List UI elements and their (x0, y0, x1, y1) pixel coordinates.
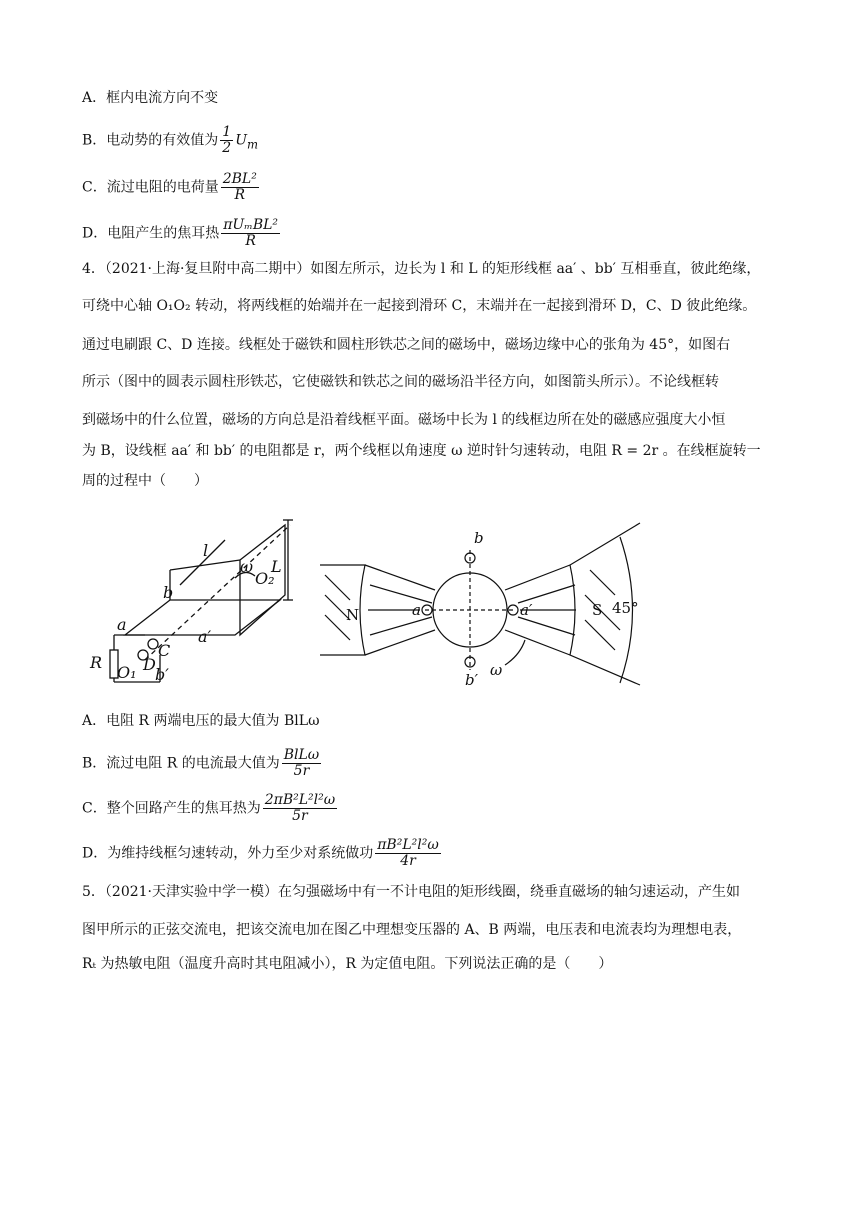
fig-left-label-omega: ω (240, 557, 254, 576)
fig-left-label-C: C (158, 641, 171, 660)
q4-stem-line-3: 通过电刷跟 C、D 连接。线框处于磁铁和圆柱形铁芯之间的磁场中，磁场边缘中心的张角为 45°，如图右 (82, 337, 731, 353)
q3-option-b-subscript: m (247, 137, 259, 152)
q3-option-b-symbol: U (235, 132, 248, 149)
q4-option-b-fraction (282, 748, 321, 779)
fig-right-label-b-prime: b′ (465, 671, 479, 689)
fig-right-label-b: b (474, 529, 484, 547)
q4-option-c-text: C．整个回路产生的焦耳热为 (82, 800, 261, 817)
q4-stem-line-1: 4．（2021·上海·复旦附中高二期中）如图左所示，边长为 l 和 L 的矩形线框 aa′ 、bb′ 互相垂直，彼此绝缘， (82, 261, 761, 277)
q4-figure-right (320, 515, 650, 690)
q4-stem-line-4: 所示（图中的圆表示圆柱形铁芯，它使磁铁和铁芯之间的磁场沿半径方向，如图箭头所示）。不论线框转 (82, 374, 719, 390)
fraction-denominator: R (245, 233, 256, 249)
fig-right-label-N: N (346, 606, 360, 624)
fraction-denominator: 2 (222, 140, 232, 156)
fraction-numerator: 2πB²L²l²ω (264, 792, 336, 808)
q5-stem-line-2: 图甲所示的正弦交流电，把该交流电加在图乙中理想变压器的 A、B 两端，电压表和电流表均为理想电表， (82, 922, 742, 938)
fig-right-label-a: a (412, 601, 421, 619)
fraction-numerator: πUₘBL² (223, 217, 279, 233)
fig-left-label-D: D (143, 655, 156, 674)
fraction-numerator: BlLω (283, 747, 320, 763)
q3-option-b-text: B．电动势的有效值为 (82, 132, 219, 149)
q5-stem-line-3: Rₜ 为热敏电阻（温度升高时其电阻减小），R 为定值电阻。下列说法正确的是（ ） (82, 956, 613, 972)
fraction-numerator: 1 (222, 124, 232, 140)
q3-option-b (82, 125, 258, 156)
q4-option-a: A．电阻 R 两端电压的最大值为 BlLω (82, 713, 320, 729)
fraction-denominator: 5r (292, 808, 308, 824)
fig-left-label-l: l (203, 541, 209, 560)
fig-left-label-b-prime: b′ (155, 665, 169, 684)
fraction-denominator: 4r (400, 853, 416, 869)
q4-option-d-text: D．为维持线框匀速转动，外力至少对系统做功 (82, 845, 374, 862)
q4-option-d-fraction (375, 838, 441, 869)
fig-left-label-O2: O₂ (255, 569, 275, 588)
q4-option-d (82, 838, 443, 869)
fig-left-label-b: b (163, 583, 174, 602)
fig-left-label-R: R (90, 653, 103, 672)
fraction-numerator: πB²L²l²ω (377, 837, 439, 853)
q4-stem-line-7: 周的过程中（ ） (82, 473, 208, 489)
q3-option-b-fraction (220, 125, 233, 156)
fraction-denominator: 5r (293, 763, 310, 779)
q3-option-d-text: D．电阻产生的焦耳热 (82, 225, 220, 242)
q4-figure-left (85, 510, 300, 690)
q4-option-b (82, 748, 323, 779)
q3-option-d (82, 218, 282, 249)
fig-left-label-a: a (117, 615, 127, 634)
q3-option-a: A．框内电流方向不变 (82, 90, 219, 106)
q3-option-c (82, 172, 261, 203)
fig-right-label-a-prime: a′ (520, 601, 533, 619)
q4-option-b-text: B．流过电阻 R 的电流最大值为 (82, 755, 280, 772)
fraction-denominator: R (234, 187, 246, 203)
fig-left-label-a-prime: a′ (198, 627, 212, 646)
q4-option-c (82, 793, 339, 824)
fig-left-label-O1: O₁ (117, 663, 137, 682)
q3-option-c-text: C．流过电阻的电荷量 (82, 179, 219, 196)
q4-stem-line-6: 为 B，设线框 aa′ 和 bb′ 的电阻都是 r，两个线框以角速度 ω 逆时针匀速转动，电阻 R = 2r 。在线框旋转一 (82, 443, 761, 459)
q4-option-c-fraction (263, 793, 337, 824)
q3-option-d-fraction (221, 218, 280, 249)
fig-right-label-S: S (592, 601, 603, 619)
q3-option-c-fraction (221, 172, 259, 203)
q4-stem-line-2: 可绕中心轴 O₁O₂ 转动，将两线框的始端并在一起接到滑环 C，末端并在一起接到滑环 D，C、D 彼此绝缘。 (82, 298, 757, 314)
fig-right-label-omega: ω (490, 661, 503, 679)
fig-left-label-L: L (271, 557, 282, 576)
fraction-numerator: 2BL² (222, 171, 257, 187)
fig-right-label-angle: 45° (612, 599, 639, 617)
q5-stem-line-1: 5．（2021·天津实验中学一模）在匀强磁场中有一不计电阻的矩形线圈，绕垂直磁场的轴匀速运动，产生如 (82, 884, 740, 900)
q4-stem-line-5: 到磁场中的什么位置，磁场的方向总是沿着线框平面。磁场中长为 l 的线框边所在处的磁感应强度大小恒 (82, 412, 726, 428)
